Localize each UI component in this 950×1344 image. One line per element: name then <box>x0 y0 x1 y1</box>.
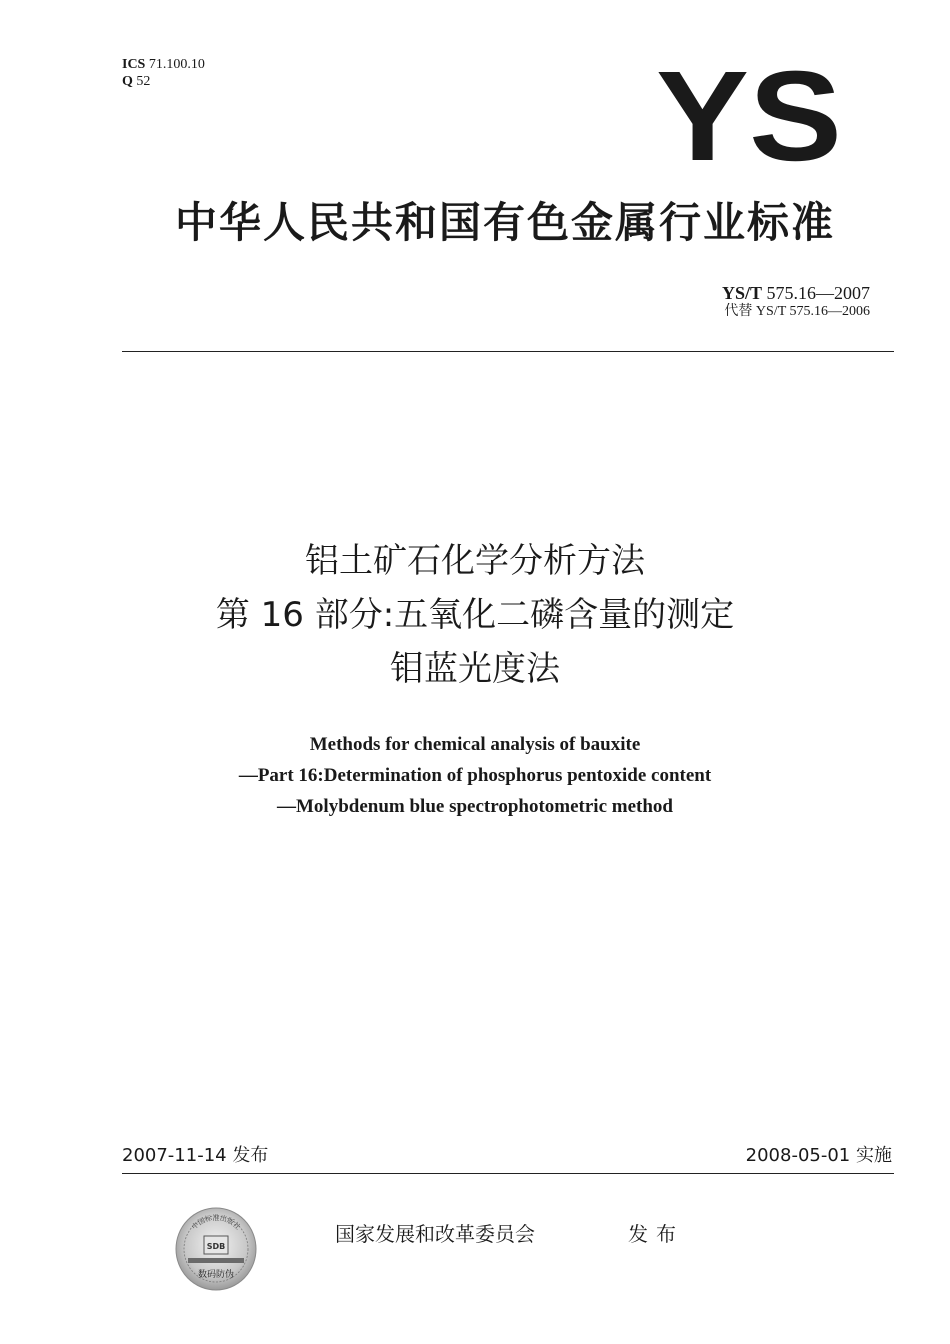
ics-line <box>122 56 205 73</box>
issuer-name: 国家发展和改革委员会 <box>335 1222 535 1246</box>
title-en-line2: —Part 16:Determination of phosphorus pentoxide content <box>238 765 712 786</box>
ics-code: 71.100.10 <box>148 57 205 72</box>
publish-label: 发布 <box>628 1222 684 1246</box>
seal-code-text: SDB <box>206 1242 226 1251</box>
class-code: 52 <box>136 74 151 89</box>
ics-block <box>122 56 205 90</box>
ics-label: ICS <box>122 57 146 72</box>
seal-ring-text: 中国标准出版社 <box>190 1214 242 1232</box>
title-en-line1: Methods for chemical analysis of bauxite <box>309 734 641 755</box>
org-title: 中华人民共和国有色金属行业标准 <box>174 198 835 247</box>
date-divider <box>122 1173 894 1174</box>
title-en <box>0 729 950 822</box>
standard-code-prefix: YS/T <box>721 283 762 303</box>
seal-bottom-text: 数码防伪 <box>197 1270 235 1280</box>
class-label: Q <box>122 74 133 89</box>
title-cn-line1: 铝土矿石化学分析方法 <box>305 541 645 581</box>
title-cn-line2: 第 16 部分:五氧化二磷含量的测定 <box>215 595 735 635</box>
header-divider <box>122 351 894 352</box>
ys-logo <box>654 64 844 166</box>
title-cn <box>0 534 950 696</box>
effective-date: 2008-05-01 实施 <box>745 1145 892 1166</box>
replaces-code: 代替 YS/T 575.16—2006 <box>724 304 870 319</box>
anti-counterfeit-seal <box>174 1206 258 1292</box>
standard-code-number: 575.16—2007 <box>766 283 870 303</box>
title-cn-line3: 钼蓝光度法 <box>390 649 560 689</box>
standard-code <box>722 283 870 303</box>
standard-code-block <box>722 283 870 320</box>
issue-date: 2007-11-14 发布 <box>122 1145 269 1166</box>
class-line <box>122 73 205 90</box>
title-en-line3: —Molybdenum blue spectrophotometric method <box>277 796 673 817</box>
ys-logo-text: YS <box>656 64 842 166</box>
seal-band <box>188 1258 244 1263</box>
